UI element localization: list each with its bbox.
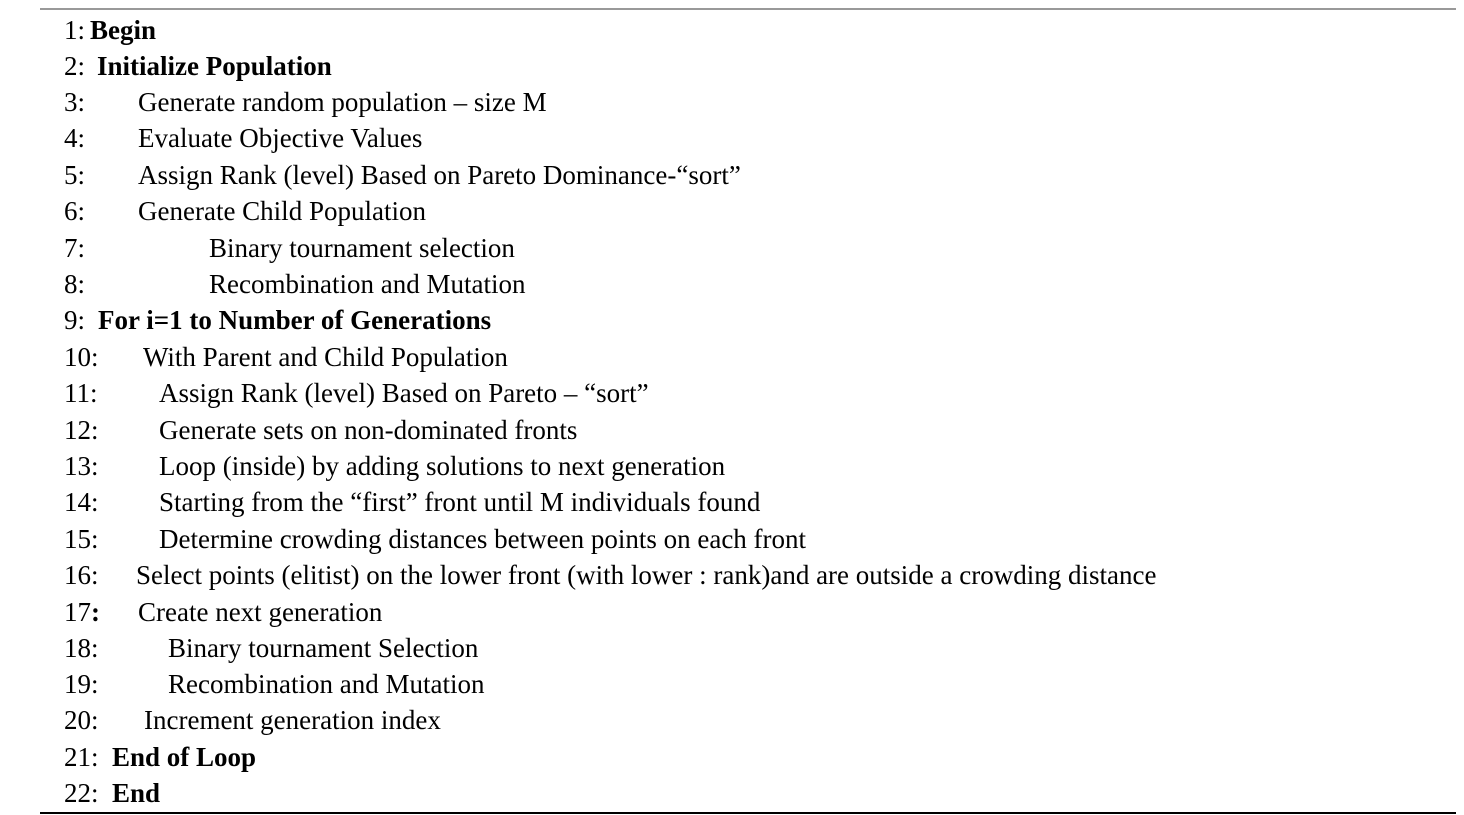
line-number: 6:: [64, 196, 86, 226]
line-number: 3:: [64, 87, 86, 117]
line-number: 19:: [64, 669, 99, 699]
line-text: For i=1 to Number of Generations: [98, 305, 492, 335]
line-text: Select points (elitist) on the lower front (with lower : rank)and are outside a crowding distance: [136, 560, 1157, 590]
line-text: End: [112, 778, 161, 808]
line-text: With Parent and Child Population: [143, 342, 508, 372]
line-text: Generate Child Population: [138, 196, 426, 226]
line-text: Begin: [90, 15, 157, 45]
line-number: 1:: [64, 15, 86, 45]
line-text: Initialize Population: [97, 51, 332, 81]
line-text: Loop (inside) by adding solutions to next generation: [159, 451, 726, 481]
line-text: Assign Rank (level) Based on Pareto – “sort”: [159, 378, 649, 408]
line-number: 18:: [64, 633, 99, 663]
line-number: 8:: [64, 269, 86, 299]
line-text: Binary tournament selection: [209, 233, 515, 263]
line-number: 4:: [64, 123, 86, 153]
top-rule: [40, 8, 1456, 10]
line-number: 21:: [64, 742, 99, 772]
line-number: 9:: [64, 305, 86, 335]
line-number: 7:: [64, 233, 86, 263]
line-text: Determine crowding distances between points on each front: [159, 524, 807, 554]
line-text: Starting from the “first” front until M individuals found: [159, 487, 761, 517]
line-number: 22:: [64, 778, 99, 808]
line-text: Generate random population – size M: [138, 87, 547, 117]
line-number-colon: :: [91, 597, 100, 627]
line-number: 2:: [64, 51, 86, 81]
line-text: Increment generation index: [144, 705, 441, 735]
line-text: Assign Rank (level) Based on Pareto Dominance-“sort”: [138, 160, 741, 190]
line-number: 12:: [64, 415, 99, 445]
line-number: 20:: [64, 705, 99, 735]
line-text: Binary tournament Selection: [168, 633, 479, 663]
line-number: 10:: [64, 342, 99, 372]
line-number: 14:: [64, 487, 99, 517]
line-number-value: 17: [64, 597, 91, 627]
line-number: 13:: [64, 451, 99, 481]
line-number: [64, 594, 100, 630]
line-text: Recombination and Mutation: [168, 669, 485, 699]
line-text: Recombination and Mutation: [209, 269, 526, 299]
bottom-rule: [40, 812, 1456, 814]
line-text: Create next generation: [138, 597, 383, 627]
line-text: Evaluate Objective Values: [138, 123, 423, 153]
line-text: End of Loop: [112, 742, 257, 772]
line-text: Generate sets on non-dominated fronts: [159, 415, 578, 445]
line-number: 16:: [64, 560, 99, 590]
line-number: 11:: [64, 378, 98, 408]
line-number: 15:: [64, 524, 99, 554]
line-number: 5:: [64, 160, 86, 190]
